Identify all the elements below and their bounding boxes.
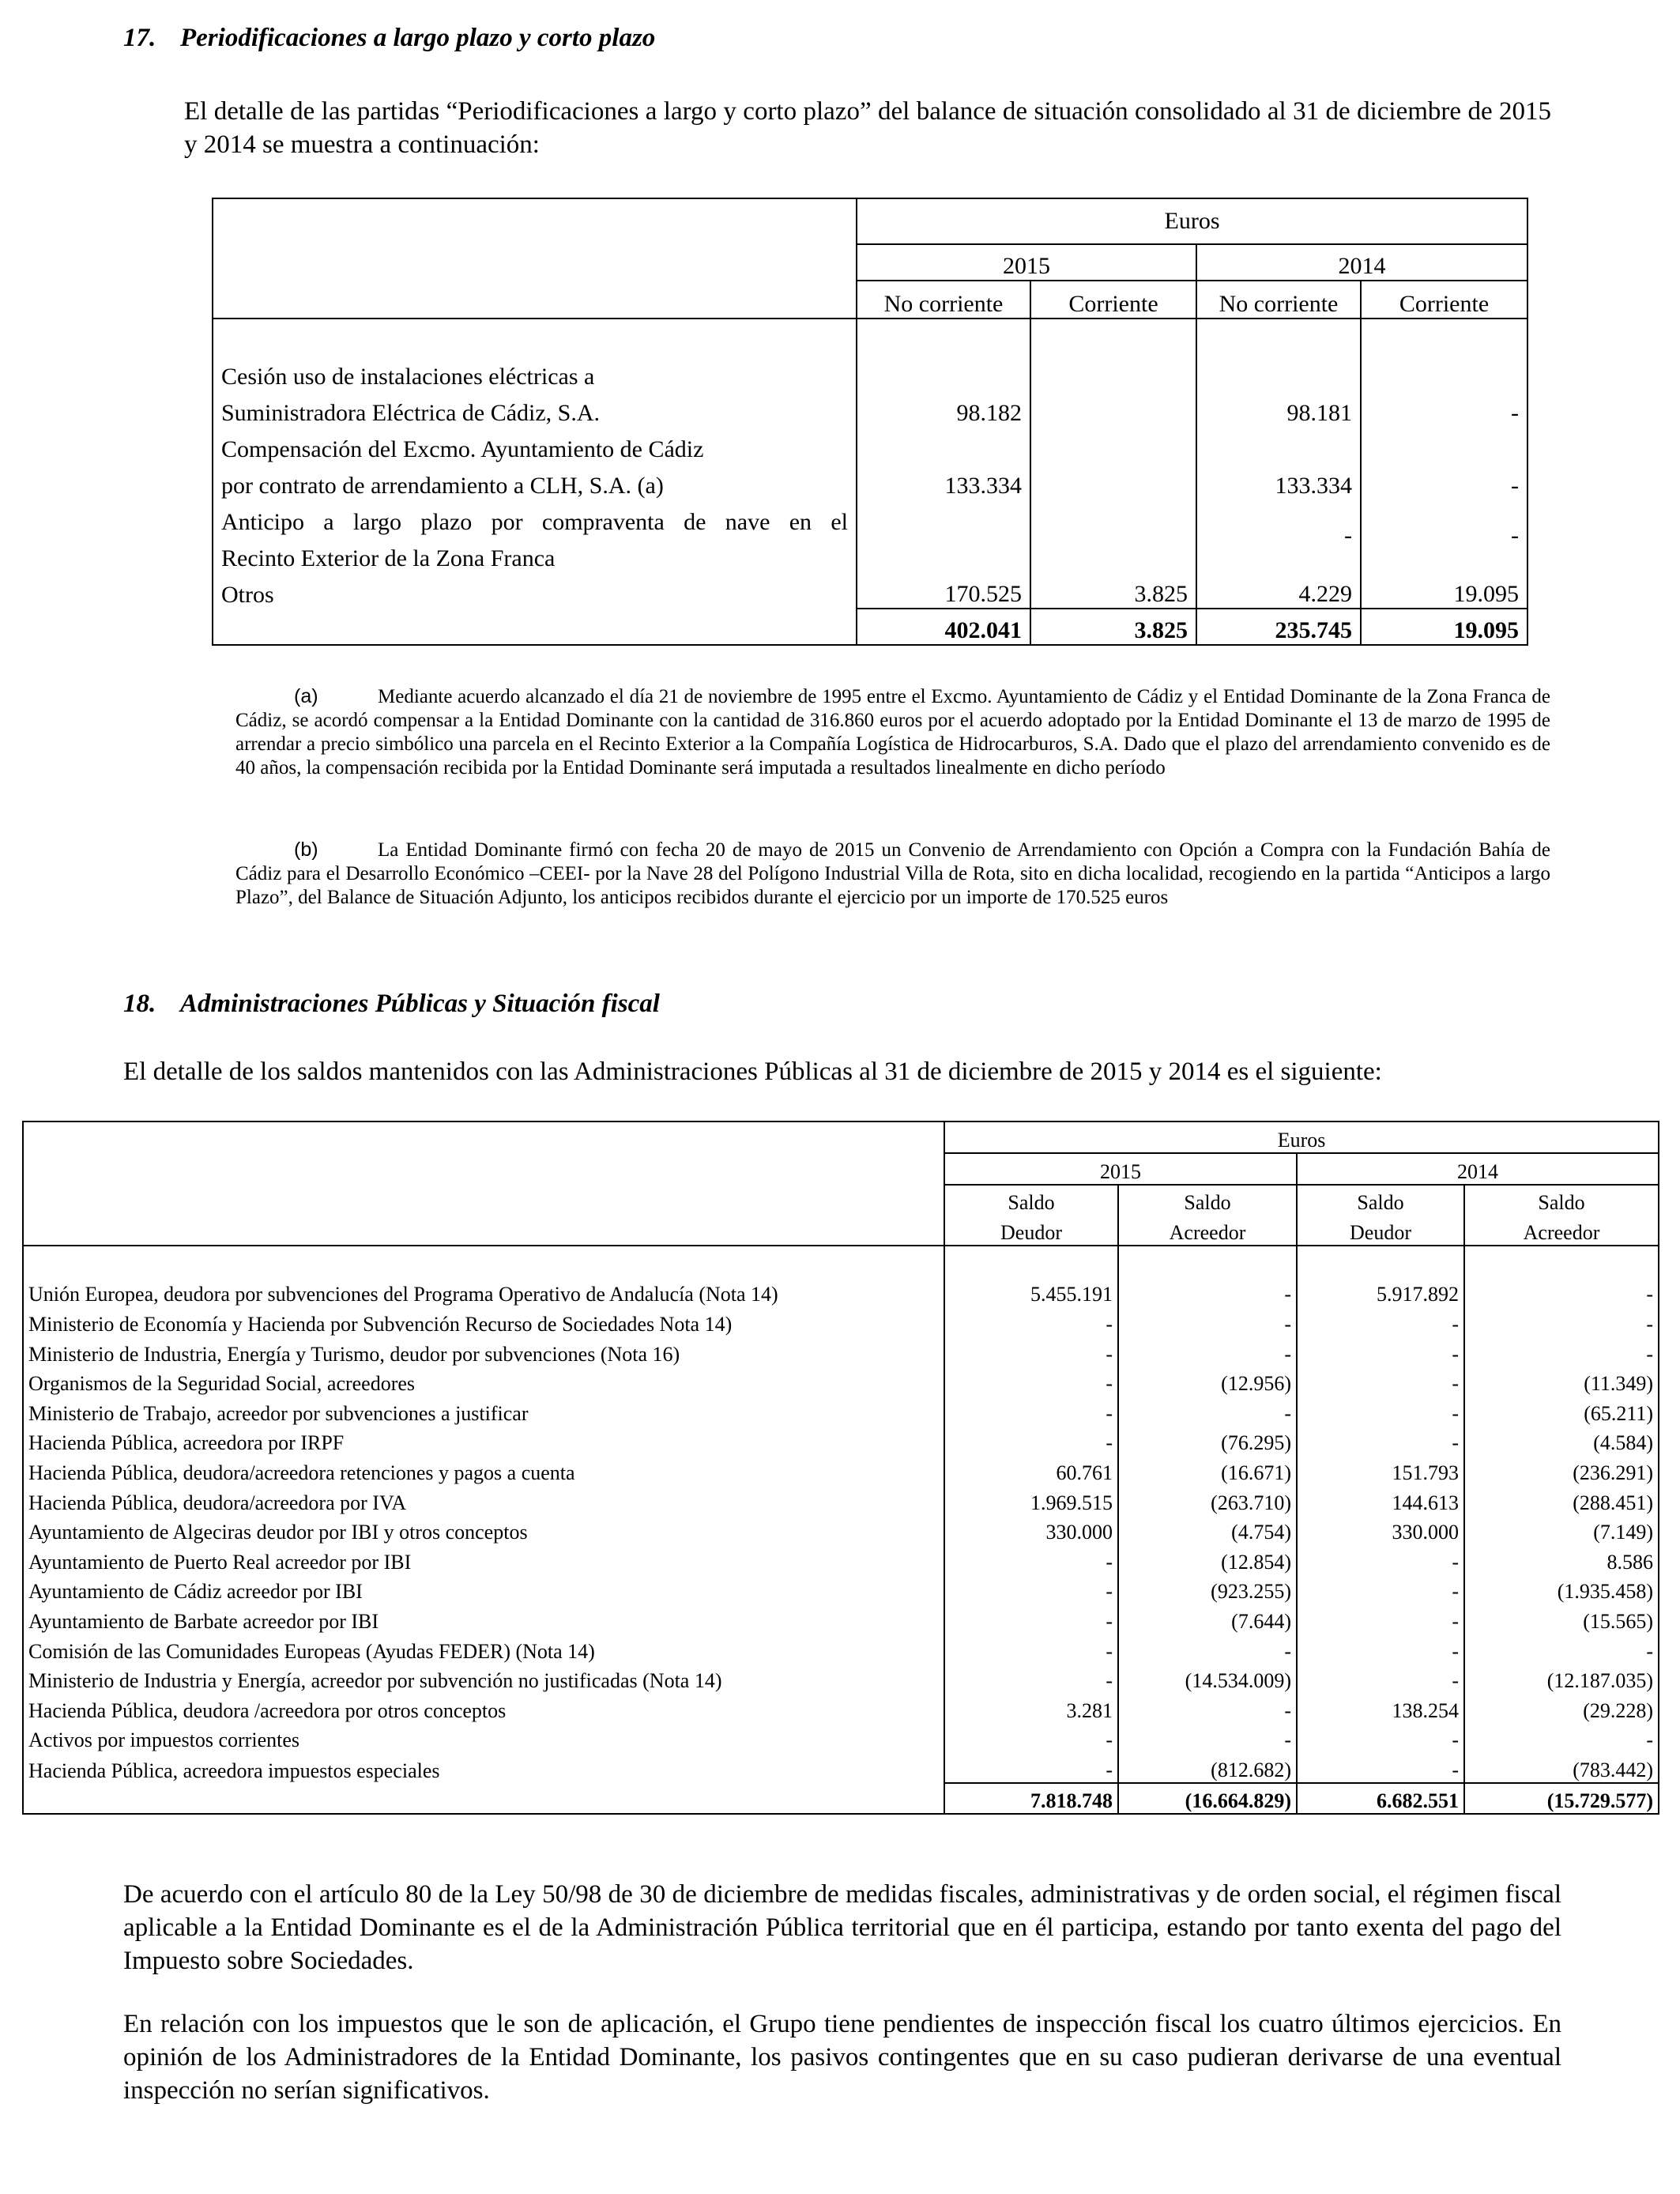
cell-value: - bbox=[1297, 1604, 1464, 1634]
row-label: Hacienda Pública, acreedora impuestos especiales bbox=[28, 1759, 440, 1782]
table-row bbox=[23, 1277, 1659, 1307]
cell-value: 8.586 bbox=[1464, 1544, 1659, 1574]
cell-value: - bbox=[1297, 1336, 1464, 1367]
cell-value: (76.295) bbox=[1118, 1426, 1297, 1456]
inspection-paragraph: En relación con los impuestos que le son de aplicación, el Grupo tiene pendientes de inspección fiscal los cuatro últimos ejercicios. En opinión de los Administradores de la Entidad Dominante, los pasivos contingentes que en su caso pudieran derivarse de una eventual inspección no serían significativos. bbox=[123, 2010, 1561, 2105]
cell-value: (7.644) bbox=[1118, 1604, 1297, 1634]
row-label: Unión Europea, deudora por subvenciones del Programa Operativo de Andalucía (Nota 14) bbox=[28, 1283, 778, 1306]
table-row bbox=[23, 1544, 1659, 1574]
table-row bbox=[23, 1693, 1659, 1723]
cell-value: (65.211) bbox=[1464, 1396, 1659, 1426]
subheader: Acreedor bbox=[1118, 1215, 1297, 1246]
cell-value: (4.584) bbox=[1464, 1426, 1659, 1456]
total-value: (16.664.829) bbox=[1118, 1783, 1297, 1815]
currency-header: Euros bbox=[857, 198, 1527, 244]
periodificaciones-table bbox=[212, 198, 1528, 646]
cell-value: 151.793 bbox=[1297, 1455, 1464, 1485]
footnote-marker: (b) bbox=[294, 839, 318, 861]
cell-value: - bbox=[1297, 1752, 1464, 1783]
row-label: Otros bbox=[221, 582, 274, 608]
section-17-number: 17. bbox=[123, 24, 156, 52]
cell-value: (14.534.009) bbox=[1118, 1664, 1297, 1694]
row-label: Hacienda Pública, deudora /acreedora por otros conceptos bbox=[28, 1698, 507, 1722]
footnote-marker: (a) bbox=[294, 685, 318, 707]
table-row bbox=[23, 1752, 1659, 1783]
cell-value: - bbox=[944, 1544, 1118, 1574]
cell-value: - bbox=[1464, 1277, 1659, 1307]
table-row bbox=[213, 390, 1527, 427]
table-row bbox=[23, 1485, 1659, 1515]
cell-value: 330.000 bbox=[944, 1515, 1118, 1545]
cell-value: 3.281 bbox=[944, 1693, 1118, 1723]
section-18-title: Administraciones Públicas y Situación fiscal bbox=[180, 990, 660, 1018]
cell-value: - bbox=[1297, 1664, 1464, 1694]
table-row bbox=[23, 1455, 1659, 1485]
subheader: No corriente bbox=[1196, 281, 1361, 319]
table-row bbox=[213, 572, 1527, 609]
row-label: Anticipo a largo plazo por compraventa de nave en el bbox=[221, 509, 848, 535]
cell-value: - bbox=[1297, 1634, 1464, 1664]
cell-value: - bbox=[1196, 499, 1361, 572]
total-value: (15.729.577) bbox=[1464, 1783, 1659, 1815]
cell-value: - bbox=[1297, 1574, 1464, 1604]
cell-value: (923.255) bbox=[1118, 1574, 1297, 1604]
footnote-b bbox=[235, 838, 1550, 910]
cell-value: (4.754) bbox=[1118, 1515, 1297, 1545]
year-header-2014: 2014 bbox=[1297, 1153, 1659, 1185]
table-row bbox=[23, 1604, 1659, 1634]
cell-value bbox=[1030, 463, 1196, 499]
subheader: Saldo bbox=[944, 1185, 1118, 1216]
row-label: Suministradora Eléctrica de Cádiz, S.A. bbox=[221, 400, 601, 426]
row-label: Compensación del Excmo. Ayuntamiento de Cádiz bbox=[221, 436, 704, 462]
footnote-a bbox=[235, 684, 1550, 780]
table-row bbox=[23, 1336, 1659, 1367]
total-value: 6.682.551 bbox=[1297, 1783, 1464, 1815]
cell-value: (288.451) bbox=[1464, 1485, 1659, 1515]
cell-value: - bbox=[1464, 1306, 1659, 1336]
section-18-heading bbox=[123, 990, 660, 1019]
cell-value: - bbox=[944, 1634, 1118, 1664]
cell-value: - bbox=[944, 1426, 1118, 1456]
table-row bbox=[23, 1634, 1659, 1664]
cell-value: - bbox=[944, 1306, 1118, 1336]
section-17-intro: El detalle de las partidas “Periodificaciones a largo y corto plazo” del balance de situación consolidado al 31 de diciembre de 2015 y 2014 se muestra a continuación: bbox=[184, 97, 1551, 159]
subheader: Deudor bbox=[944, 1215, 1118, 1246]
cell-value: - bbox=[944, 1367, 1118, 1397]
cell-value: - bbox=[1464, 1336, 1659, 1367]
cell-value: - bbox=[1118, 1336, 1297, 1367]
cell-value: (12.854) bbox=[1118, 1544, 1297, 1574]
cell-value: 60.761 bbox=[944, 1455, 1118, 1485]
cell-value: 19.095 bbox=[1361, 572, 1527, 609]
total-value: 402.041 bbox=[857, 609, 1030, 645]
totals-row bbox=[213, 609, 1527, 645]
cell-value: - bbox=[1118, 1634, 1297, 1664]
cell-value: (7.149) bbox=[1464, 1515, 1659, 1545]
table-corner bbox=[213, 198, 857, 244]
row-label: Ayuntamiento de Cádiz acreedor por IBI bbox=[28, 1580, 363, 1604]
row-label: Recinto Exterior de la Zona Franca bbox=[221, 545, 556, 571]
year-header-2015: 2015 bbox=[857, 244, 1196, 281]
cell-value: 98.182 bbox=[857, 390, 1030, 427]
cell-value: (16.671) bbox=[1118, 1455, 1297, 1485]
cell-value: - bbox=[944, 1574, 1118, 1604]
cell-value: - bbox=[1118, 1693, 1297, 1723]
table-row bbox=[213, 463, 1527, 499]
cell-value: - bbox=[1361, 390, 1527, 427]
cell-value: - bbox=[944, 1336, 1118, 1367]
year-header-2014: 2014 bbox=[1196, 244, 1527, 281]
cell-value: - bbox=[1297, 1306, 1464, 1336]
cell-value: - bbox=[1297, 1426, 1464, 1456]
table-row bbox=[23, 1367, 1659, 1397]
subheader: Acreedor bbox=[1464, 1215, 1659, 1246]
table-row bbox=[213, 427, 1527, 463]
cell-value: 330.000 bbox=[1297, 1515, 1464, 1545]
subheader: Corriente bbox=[1030, 281, 1196, 319]
table-row bbox=[23, 1515, 1659, 1545]
cell-value: 3.825 bbox=[1030, 572, 1196, 609]
table-row bbox=[23, 1664, 1659, 1694]
cell-value: (1.935.458) bbox=[1464, 1574, 1659, 1604]
cell-value: - bbox=[944, 1723, 1118, 1753]
administraciones-table bbox=[22, 1121, 1659, 1815]
cell-value: (236.291) bbox=[1464, 1455, 1659, 1485]
table-row bbox=[213, 354, 1527, 390]
cell-value: 170.525 bbox=[857, 572, 1030, 609]
cell-value: 1.969.515 bbox=[944, 1485, 1118, 1515]
cell-value: 138.254 bbox=[1297, 1693, 1464, 1723]
cell-value: - bbox=[944, 1752, 1118, 1783]
row-label: Hacienda Pública, deudora/acreedora por IVA bbox=[28, 1491, 407, 1514]
cell-value: (263.710) bbox=[1118, 1485, 1297, 1515]
table-row bbox=[23, 1574, 1659, 1604]
subheader: No corriente bbox=[857, 281, 1030, 319]
fiscal-regime-paragraph: De acuerdo con el artículo 80 de la Ley 50/98 de 30 de diciembre de medidas fiscales, administrativas y de orden social, el régimen fiscal aplicable a la Entidad Dominante es el de la Administración Pública territorial que en él participa, estando por tanto exenta del pago del Impuesto sobre Sociedades. bbox=[123, 1880, 1561, 1975]
cell-value: 133.334 bbox=[1196, 463, 1361, 499]
section-18-number: 18. bbox=[123, 990, 156, 1018]
row-label: Activos por impuestos corrientes bbox=[28, 1728, 299, 1752]
subheader: Saldo bbox=[1118, 1185, 1297, 1216]
cell-value: - bbox=[1118, 1396, 1297, 1426]
administraciones-rows bbox=[23, 1277, 1659, 1783]
cell-value: - bbox=[1297, 1396, 1464, 1426]
footnote-text: Mediante acuerdo alcanzado el día 21 de noviembre de 1995 entre el Excmo. Ayuntamiento de Cádiz y el Entidad Dominante de la Zona Franca de Cádiz, se acordó compensar a la Entidad Dominante con la cantidad de 316.860 euros por el acuerdo adoptado por la Entidad Dominante el 13 de marzo de 1995 de arrendar a precio simbólico una parcela en el Recinto Exterior a la Compañía Logística de Hidrocarburos, S.A. Dado que el plazo del arrendamiento convenido es de 40 años, la compensación recibida por la Entidad Dominante será imputada a resultados linealmente en dicho período bbox=[235, 686, 1550, 778]
row-label: Hacienda Pública, acreedora por IRPF bbox=[28, 1431, 345, 1455]
row-label: Ministerio de Trabajo, acreedor por subvenciones a justificar bbox=[28, 1401, 529, 1425]
subheader: Corriente bbox=[1361, 281, 1527, 319]
cell-value: (12.187.035) bbox=[1464, 1664, 1659, 1694]
total-value: 7.818.748 bbox=[944, 1783, 1118, 1815]
row-label: Ministerio de Industria y Energía, acreedor por subvención no justificadas (Nota 14) bbox=[28, 1669, 722, 1693]
currency-header: Euros bbox=[944, 1122, 1659, 1153]
cell-value: - bbox=[1464, 1634, 1659, 1664]
cell-value bbox=[1030, 390, 1196, 427]
table-corner bbox=[23, 1122, 944, 1153]
cell-value: (15.565) bbox=[1464, 1604, 1659, 1634]
subheader: Saldo bbox=[1464, 1185, 1659, 1216]
cell-value: (29.228) bbox=[1464, 1693, 1659, 1723]
cell-value: 5.455.191 bbox=[944, 1277, 1118, 1307]
cell-value: 98.181 bbox=[1196, 390, 1361, 427]
cell-value: (12.956) bbox=[1118, 1367, 1297, 1397]
subheader: Saldo bbox=[1297, 1185, 1464, 1216]
row-label: Ayuntamiento de Puerto Real acreedor por IBI bbox=[28, 1550, 412, 1574]
subheader: Deudor bbox=[1297, 1215, 1464, 1246]
section-17-heading bbox=[123, 24, 655, 53]
year-header-2015: 2015 bbox=[944, 1153, 1297, 1185]
cell-value: - bbox=[944, 1664, 1118, 1694]
total-value: 19.095 bbox=[1361, 609, 1527, 645]
total-value: 235.745 bbox=[1196, 609, 1361, 645]
table-row bbox=[213, 499, 1527, 536]
cell-value: 144.613 bbox=[1297, 1485, 1464, 1515]
cell-value: - bbox=[1297, 1367, 1464, 1397]
table-row bbox=[23, 1426, 1659, 1456]
section-17-title: Periodificaciones a largo plazo y corto plazo bbox=[180, 24, 656, 52]
row-label: Comisión de las Comunidades Europeas (Ayudas FEDER) (Nota 14) bbox=[28, 1639, 595, 1663]
row-label: Ministerio de Industria, Energía y Turismo, deudor por subvenciones (Nota 16) bbox=[28, 1342, 680, 1366]
totals-row bbox=[23, 1783, 1659, 1815]
row-label: Ayuntamiento de Algeciras deudor por IBI y otros conceptos bbox=[28, 1521, 528, 1544]
cell-value: - bbox=[1361, 499, 1527, 572]
cell-value: - bbox=[944, 1604, 1118, 1634]
cell-value: - bbox=[1464, 1723, 1659, 1753]
row-label: por contrato de arrendamiento a CLH, S.A. (a) bbox=[221, 473, 664, 499]
footnote-text: La Entidad Dominante firmó con fecha 20 de mayo de 2015 un Convenio de Arrendamiento con Opción a Compra con la Fundación Bahía de Cádiz para el Desarrollo Económico –CEEI- por la Nave 28 del Polígono Industrial Villa de Rota, sito en dicha localidad, recogiendo en la partida “Anticipos a largo Plazo”, del Balance de Situación Adjunto, los anticipos recibidos durante el ejercicio por un importe de 170.525 euros bbox=[235, 839, 1550, 908]
cell-value: 5.917.892 bbox=[1297, 1277, 1464, 1307]
row-label: Hacienda Pública, deudora/acreedora retenciones y pagos a cuenta bbox=[28, 1461, 575, 1484]
cell-value: 133.334 bbox=[857, 463, 1030, 499]
cell-value: - bbox=[1118, 1723, 1297, 1753]
cell-value: - bbox=[1297, 1723, 1464, 1753]
cell-value: - bbox=[1118, 1306, 1297, 1336]
row-label: Cesión uso de instalaciones eléctricas a bbox=[221, 364, 595, 390]
table-row bbox=[23, 1396, 1659, 1426]
cell-value: - bbox=[1361, 463, 1527, 499]
row-label: Ayuntamiento de Barbate acreedor por IBI bbox=[28, 1609, 379, 1633]
cell-value: (812.682) bbox=[1118, 1752, 1297, 1783]
cell-value: - bbox=[1118, 1277, 1297, 1307]
row-label: Ministerio de Economía y Hacienda por Subvención Recurso de Sociedades Nota 14) bbox=[28, 1312, 733, 1336]
total-value: 3.825 bbox=[1030, 609, 1196, 645]
table-row bbox=[23, 1306, 1659, 1336]
row-label: Organismos de la Seguridad Social, acreedores bbox=[28, 1372, 416, 1396]
cell-value: - bbox=[1297, 1544, 1464, 1574]
cell-value: 4.229 bbox=[1196, 572, 1361, 609]
cell-value: (11.349) bbox=[1464, 1367, 1659, 1397]
cell-value: - bbox=[944, 1396, 1118, 1426]
cell-value: (783.442) bbox=[1464, 1752, 1659, 1783]
section-18-intro: El detalle de los saldos mantenidos con las Administraciones Públicas al 31 de diciembre de 2015 y 2014 es el siguiente: bbox=[123, 1057, 1382, 1086]
table-row bbox=[23, 1723, 1659, 1753]
